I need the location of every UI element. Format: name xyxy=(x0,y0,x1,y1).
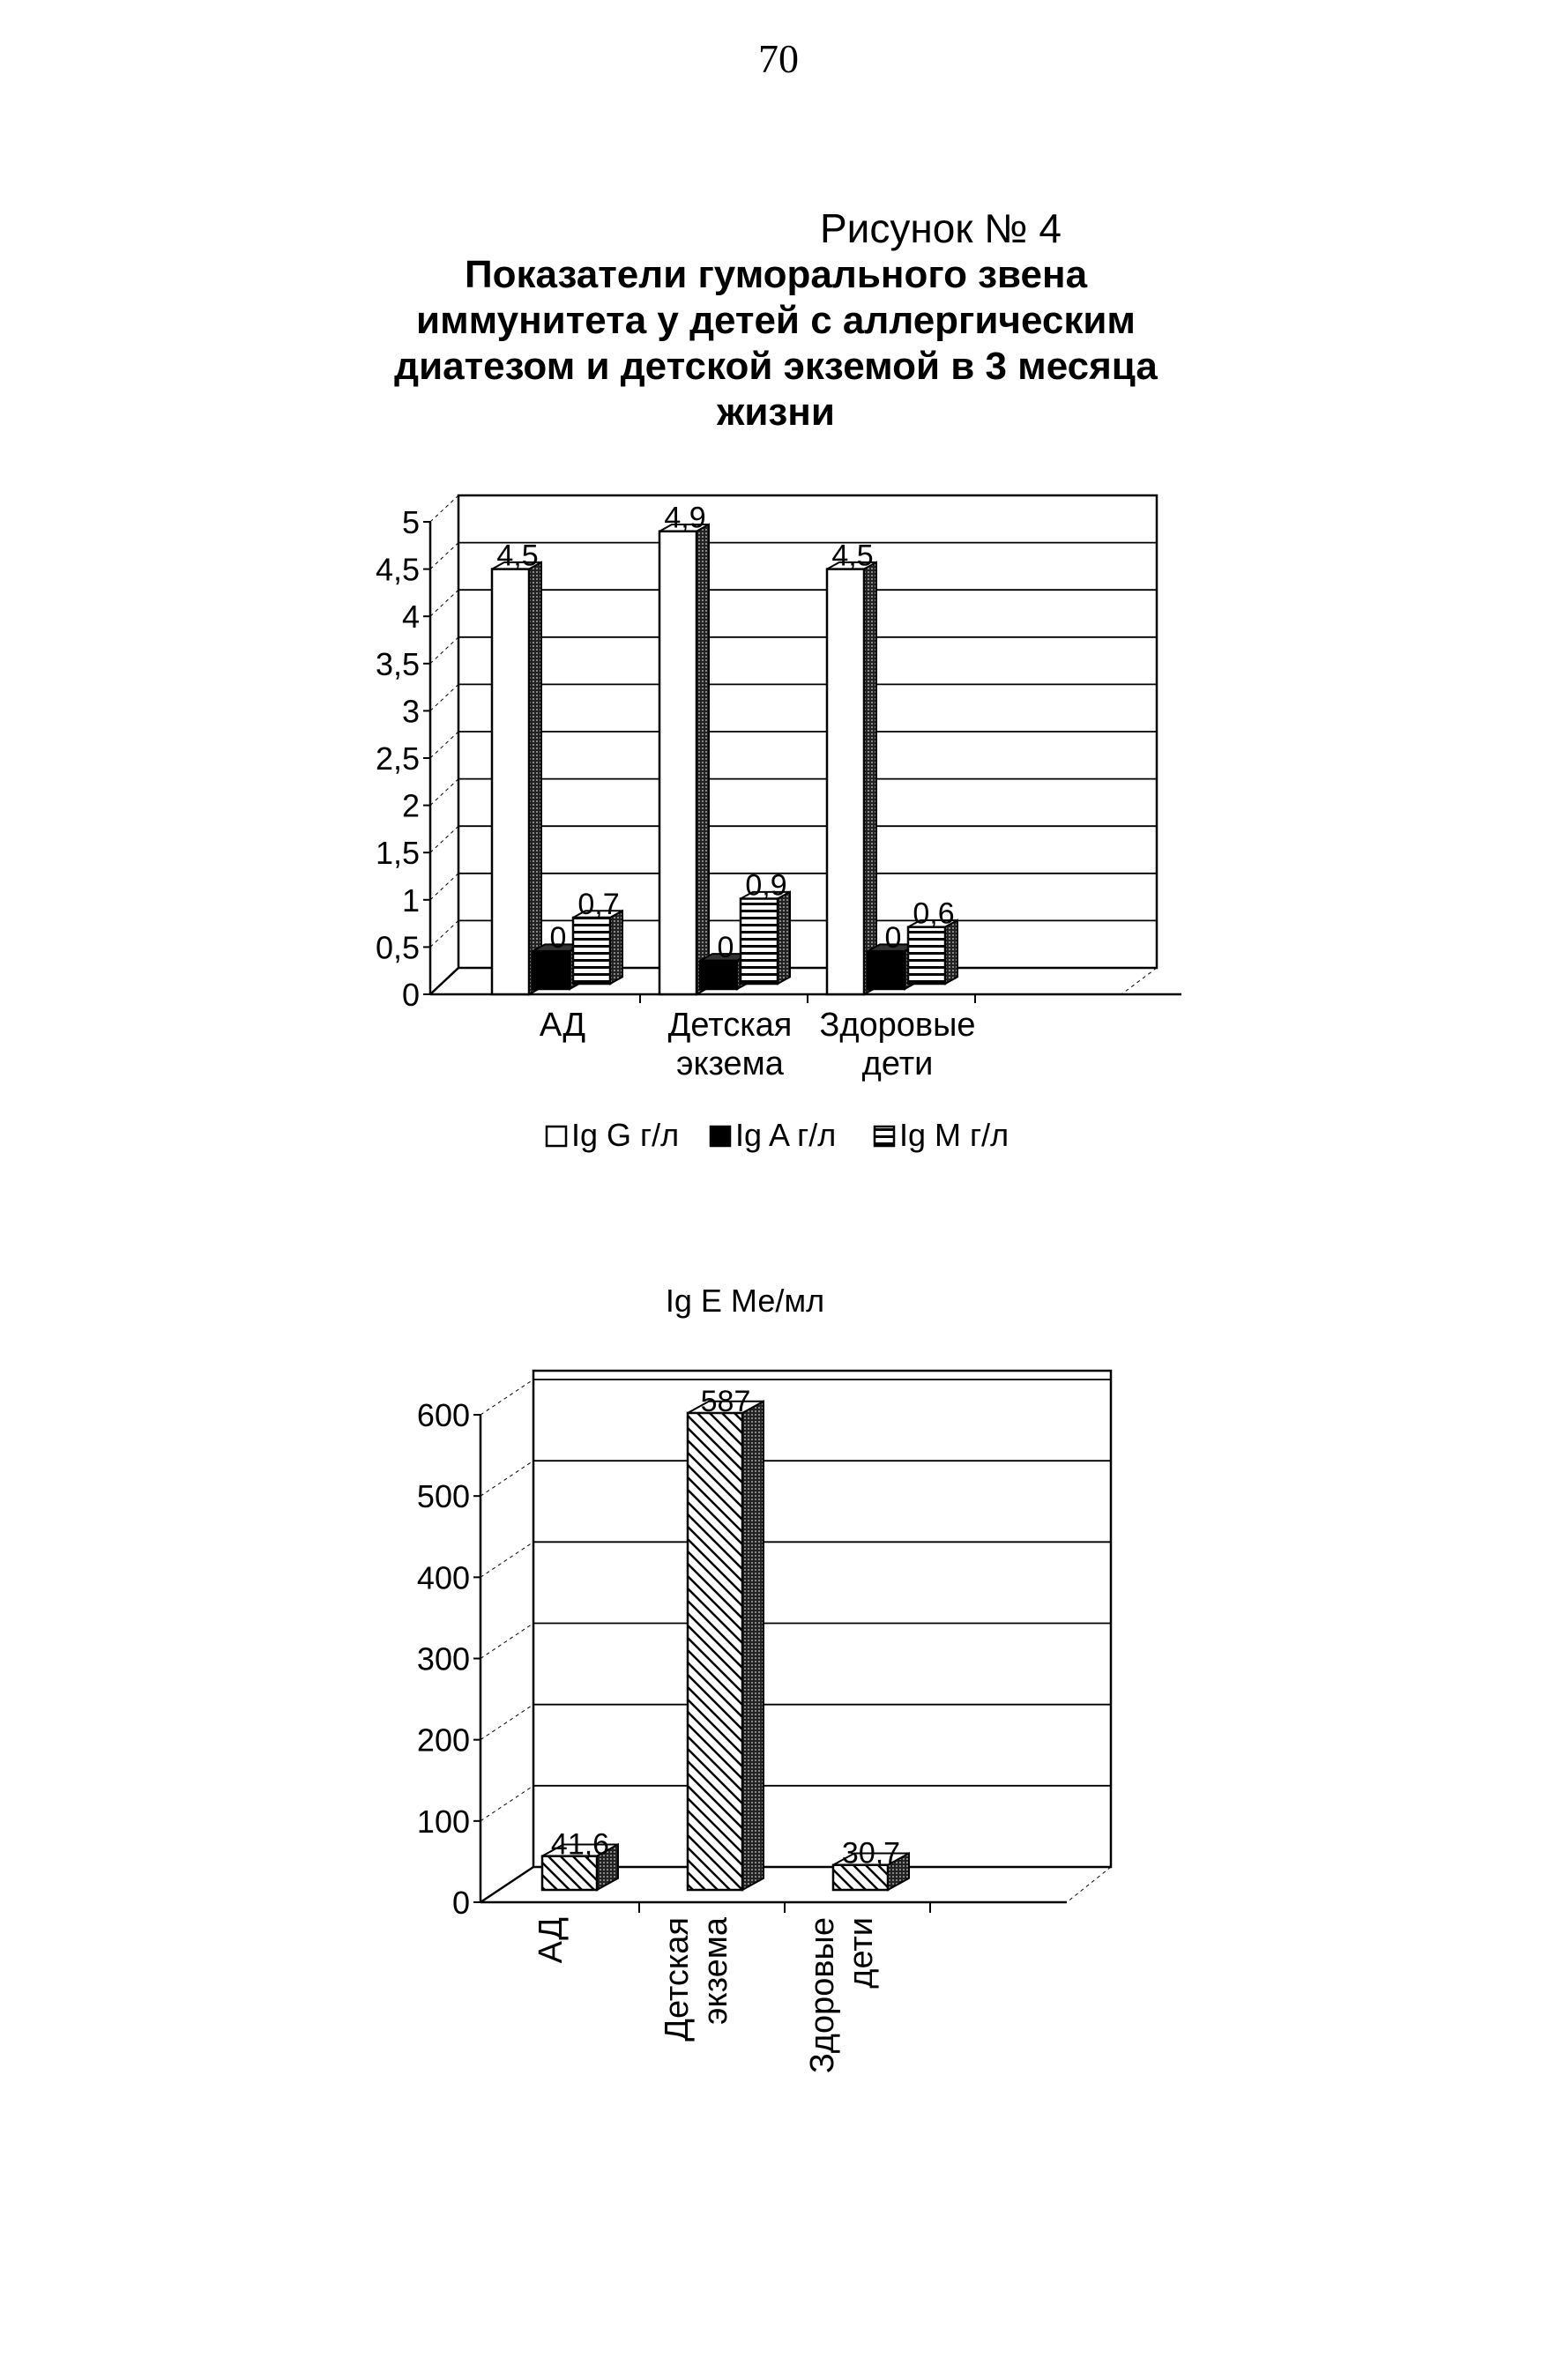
x-tick-label: АД xyxy=(533,1917,570,1964)
y-tick-label: 4,5 xyxy=(375,551,420,588)
y-tick-label: 4 xyxy=(401,599,420,636)
y-tick-label: 2 xyxy=(401,787,420,824)
depth-tick xyxy=(481,1380,533,1415)
x-tick-label: Детская xyxy=(667,1007,793,1044)
x-tick-label: экзема xyxy=(697,1917,734,2025)
y-tick-label: 3 xyxy=(401,693,420,730)
x-tick-label: дети xyxy=(843,1917,880,1989)
y-tick-label: 300 xyxy=(416,1640,470,1677)
plot-frame xyxy=(533,1371,1111,1867)
x-tick-label: Здоровые xyxy=(804,1917,841,2074)
x-tick-label: Детская xyxy=(659,1917,696,2042)
y-tick-label: 1,5 xyxy=(375,835,420,872)
x-tick-label: АД xyxy=(539,1007,586,1044)
data-label: 0 xyxy=(717,930,734,964)
data-label: 4,5 xyxy=(496,539,539,573)
floor-edge xyxy=(1067,1867,1111,1902)
data-label: 0 xyxy=(884,921,902,956)
data-label: 0 xyxy=(549,921,567,956)
legend-label: Ig G г/л xyxy=(571,1117,680,1153)
y-tick-label: 400 xyxy=(416,1559,470,1596)
y-tick-label: 3,5 xyxy=(375,645,420,682)
y-tick-label: 0 xyxy=(401,977,420,1013)
data-label: 0,7 xyxy=(577,887,620,921)
depth-tick xyxy=(481,1705,533,1740)
depth-tick xyxy=(481,1624,533,1659)
page-number: 70 xyxy=(758,36,799,81)
x-tick-label: дети xyxy=(861,1045,934,1082)
y-tick-label: 600 xyxy=(416,1397,470,1433)
chart-title: Ig E Ме/мл xyxy=(665,1283,825,1319)
data-label: 41,6 xyxy=(550,1827,610,1862)
x-tick-label-group xyxy=(659,1916,734,2042)
data-label: 0,9 xyxy=(745,868,787,903)
x-tick-label: экзема xyxy=(676,1045,784,1082)
legend-label: Ig M г/л xyxy=(899,1117,1009,1153)
y-tick-label: 100 xyxy=(416,1803,470,1840)
depth-tick xyxy=(481,1786,533,1821)
data-label: 4,9 xyxy=(664,501,706,535)
figure-title: Показатели гуморального звена иммунитета у детей с аллергическим диатезом и детской экземой в 3 месяца жизни xyxy=(394,253,1158,434)
bar xyxy=(688,1402,764,1890)
data-label: 4,5 xyxy=(831,539,874,573)
x-tick-label: Здоровые xyxy=(819,1007,976,1044)
depth-tick xyxy=(481,1461,533,1496)
x-tick-label-group xyxy=(533,1917,570,1964)
data-label: 0,6 xyxy=(913,896,955,931)
y-tick-label: 500 xyxy=(416,1478,470,1515)
y-tick-label: 0 xyxy=(451,1885,470,1921)
floor-edge xyxy=(481,1867,533,1902)
y-tick-label: 0,5 xyxy=(375,929,420,966)
depth-tick xyxy=(481,1542,533,1577)
data-label: 30,7 xyxy=(841,1836,901,1871)
data-label: 587 xyxy=(700,1384,751,1418)
legend-label: Ig A г/л xyxy=(735,1117,837,1153)
y-tick-label: 1 xyxy=(401,881,420,919)
figure-label: Рисунок № 4 xyxy=(820,205,1062,251)
y-tick-label: 2,5 xyxy=(375,740,420,777)
y-tick-label: 5 xyxy=(401,504,420,540)
x-tick-label-group xyxy=(804,1917,880,2073)
y-tick-label: 200 xyxy=(416,1722,470,1759)
